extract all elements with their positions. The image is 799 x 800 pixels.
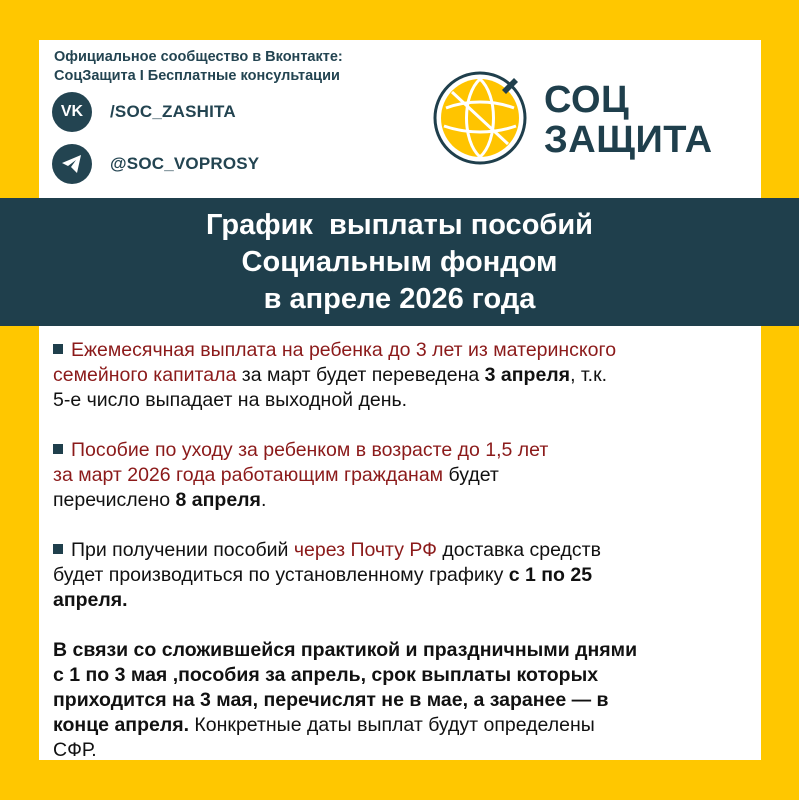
content-card [39,326,761,760]
globe-logo-icon [432,70,528,166]
community-line-1: Официальное сообщество в Вконтакте: [54,49,343,65]
title-line-3: в апреле 2026 года [263,282,536,315]
title-line-2: Социальным фондом [241,245,558,278]
highlight-text: Ежемесячная выплата на ребенка до 3 лет из материнского [71,339,617,361]
body-text: Конкретные даты выплат будут определены [189,714,595,736]
bold-text: приходится на 3 мая, перечислят не в мае, а заранее — в [53,689,609,711]
telegram-handle: @SOC_VOPROSY [110,154,260,173]
highlight-text: Пособие по уходу за ребенком в возрасте до 1,5 лет [71,439,549,461]
telegram-link[interactable] [52,144,259,184]
bullet-square-icon [53,544,63,554]
body-text: перечислено [53,489,176,511]
body-text: доставка средств [437,539,601,561]
brand-line-1: СОЦ [544,79,630,121]
highlight-text: через Почту РФ [293,539,437,561]
vk-handle: /SOC_ZASHITA [110,102,236,121]
date-text: с 1 по 25 [508,564,593,586]
vk-link[interactable] [52,92,236,132]
bold-text: конце апреля. [53,714,190,736]
bullet-square-icon [53,344,63,354]
telegram-icon [52,144,92,184]
bullet-square-icon [53,444,63,454]
community-caption [54,48,434,86]
content-text [53,338,753,788]
bold-text: В связи со сложившейся практикой и праздничными днями [53,639,638,661]
paragraph-childcare-allowance [53,438,753,513]
title-banner [0,198,799,326]
brand-name [544,80,713,160]
paragraph-post-delivery [53,538,753,613]
body-text: При получении пособий [71,539,294,561]
highlight-text: за март 2026 года работающим гражданам [53,464,444,486]
date-text: 8 апреля [175,489,261,511]
body-text: , т.к. [570,364,608,386]
body-text: 5-е число выпадает на выходной день. [53,389,408,411]
vk-icon: VK [52,92,92,132]
date-text: апреля. [53,589,128,611]
title-line-1: График выплаты пособий [206,208,593,241]
paragraph-may-holidays [53,638,753,763]
paragraph-maternity-capital [53,338,753,413]
body-text: будет производиться по установленному графику [53,564,509,586]
brand-line-2: ЗАЩИТА [544,119,713,161]
highlight-text: семейного капитала [53,364,237,386]
date-text: 3 апреля [484,364,571,386]
body-text: СФР. [53,739,97,761]
bold-text: с 1 по 3 мая ,пособия за апрель, срок выплаты которых [53,664,599,686]
community-line-2: СоцЗащита I Бесплатные консультации [54,68,340,84]
body-text: . [260,489,267,511]
body-text: за март будет переведена [236,364,485,386]
header-card [39,40,761,198]
body-text: будет [443,464,499,486]
